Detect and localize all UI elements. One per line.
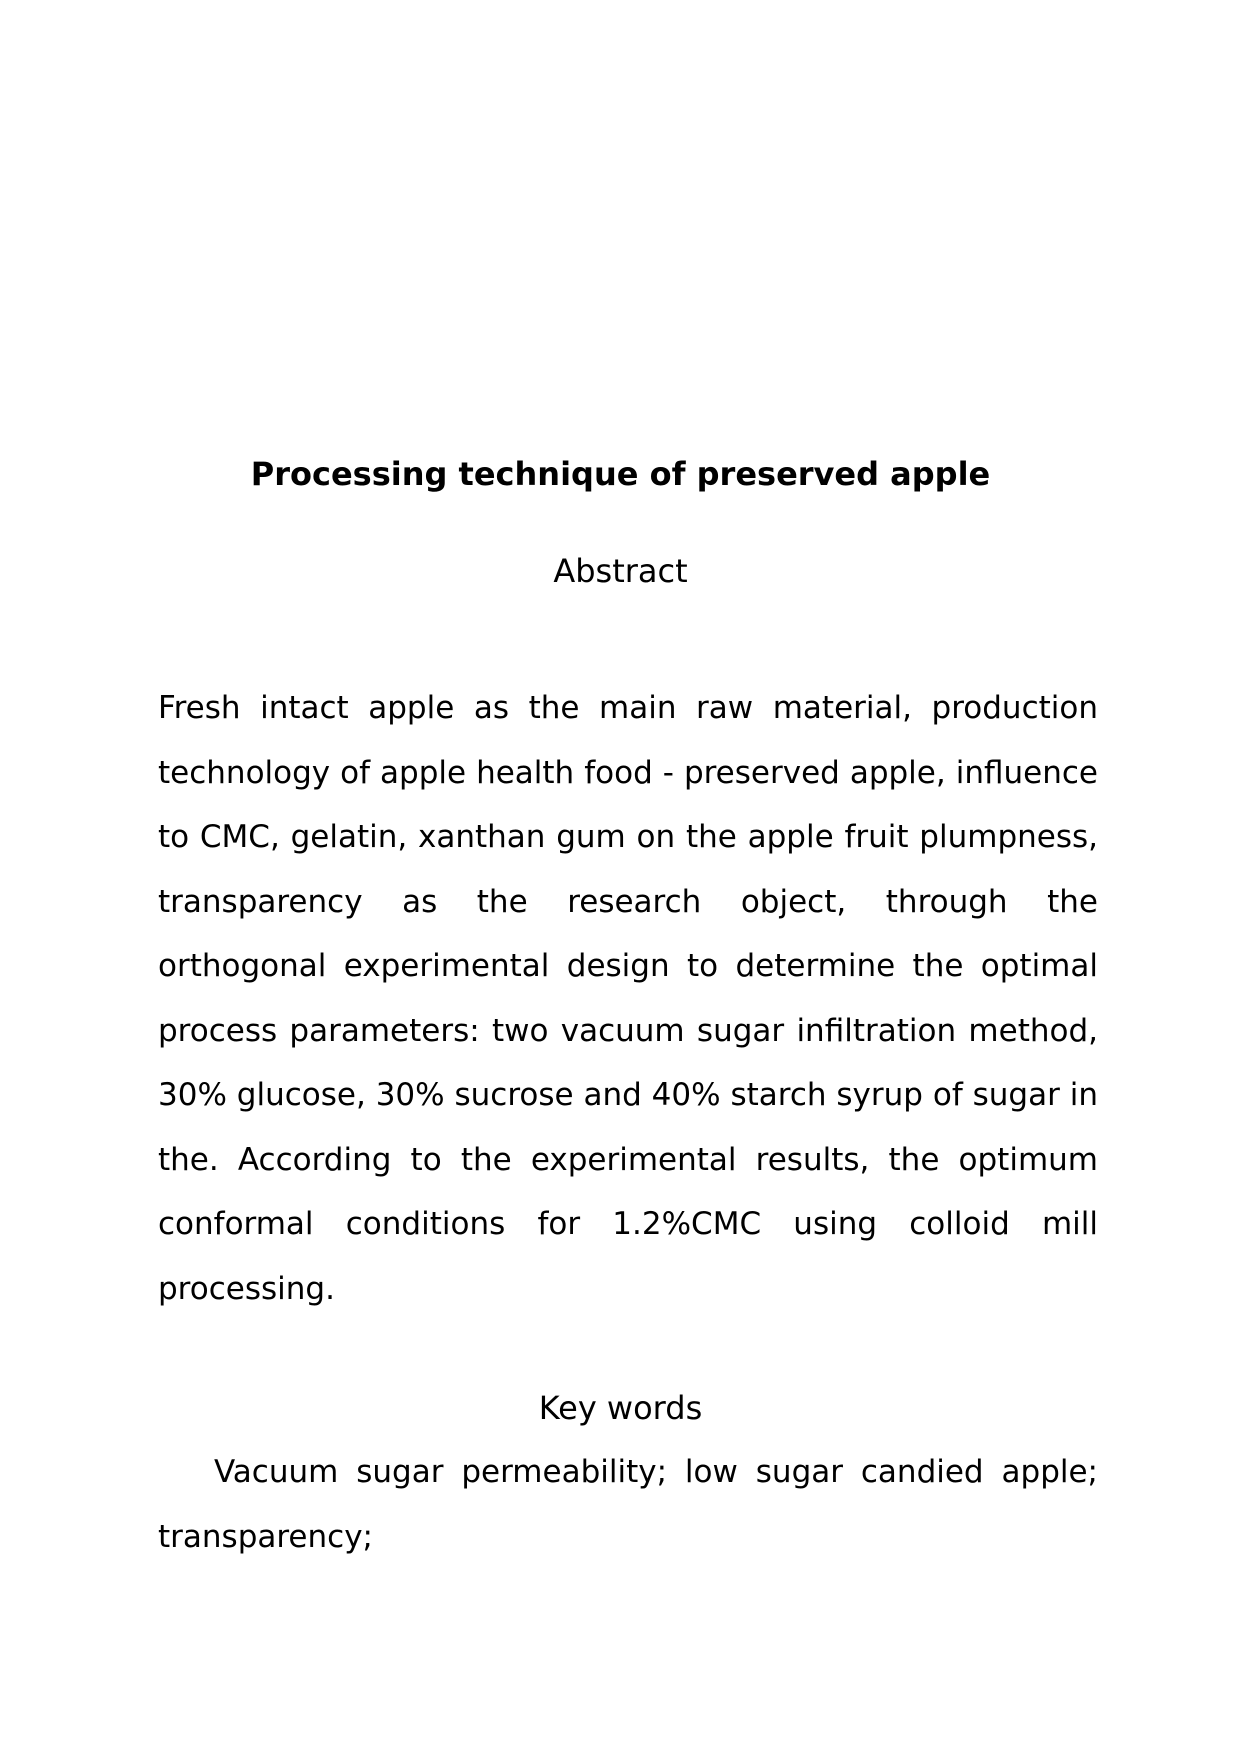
keywords-heading: Key words: [538, 1389, 703, 1427]
abstract-heading: Abstract: [553, 552, 688, 590]
keywords-text: Vacuum sugar permeability; low sugar candied apple; transparency;: [158, 1454, 1098, 1555]
document-title: Processing technique of preserved apple: [250, 455, 991, 493]
abstract-text: Fresh intact apple as the main raw material, production technology of apple health food - preserved apple, influence to CMC, gelatin, xanthan gum on the apple fruit plumpness, transparency as the research object, through the orthogonal experimental design to determine the optimal process parameters: two vacuum sugar infiltration method, 30% glucose, 30% sucrose and 40% starch syrup of sugar in the. According to the experimental results, the optimum conformal conditions for 1.2%CMC using colloid mill processing.: [158, 690, 1098, 1307]
